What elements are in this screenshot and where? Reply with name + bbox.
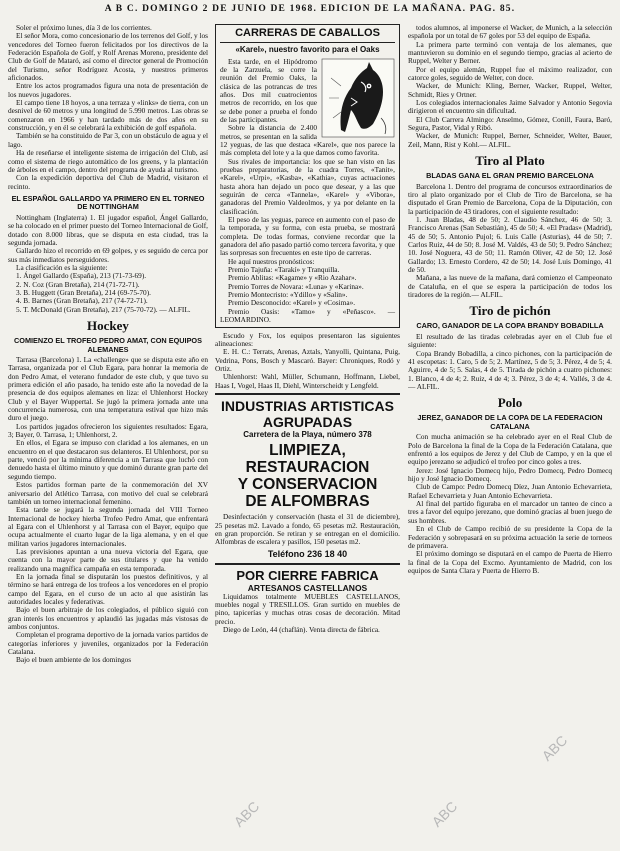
watermark: ABC [538,732,571,764]
paragraph: 1. Juan Bladas, 48 de 50; 2. Claudio Sánchez, 46 de 50; 3. Francisco Arenas (San Sebastián), 45 de 50; 4. «El Pradas» (Madrid), 45 de 50; 5. Antonio Pujol; 6. Luis Calle (Asturias), 44 de 50; 7. Carlos Ruiz, 44 de 50; 8. José M. Valdés, 43 de 50; 9. Pedro Sánchez; 10. José Noguera, 43 de 50; 11. Ramón Oliver, 42 de 50; 12. José Gallardo; 13. Ernesto Cordero, 42 de 50; 14. José Luis Domingo, 41 de 50. [408,215,612,275]
ad-body: Desinfectación y conservación (hasta el 31 de diciembre), 25 pesetas m2. Lavado a fondo, 65 pesetas m2. Restauración, en gran proporción. Se retiran y se entregan en el domicilio. Alfombras de escalera y pasillos, 150 pesetas m2. [215,512,400,547]
paragraph: Club de Campo: Pedro Domecq Díez, Juan Antonio Echevarrieta, Rafael Echevarrieta y Juan Antonio Echevarrieta. [408,482,612,500]
watermark: ABC [230,798,263,830]
paragraph: Bajo el buen arbitraje de los colegiados, el público siguió con gran interés los encuentros y aplaudió las jugadas más vistosas de ambos conjuntos. [8,605,208,631]
horse-head-illustration [321,58,395,138]
alineaciones-text [215,332,400,390]
page-header: A B C. DOMINGO 2 DE JUNIO DE 1968. EDICION DE LA MAÑANA. PAG. 85. [104,4,516,14]
paragraph: Ha de reseñarse el inteligente sistema de irrigación del Club, así como el sistema de riego automático de los greens, y la plantación de árboles en el campo, dentro del programa de ayuda al turismo. [8,148,208,174]
column-left [8,24,208,847]
section-tiro-pichon-title: Tiro de pichón [469,303,551,319]
paragraph: Los colegiados internacionales Jaime Salvador y Antonio Segovia dirigieron el encuentro sin dificultad. [408,98,612,116]
section-hockey-title: Hockey [87,318,129,333]
ad-subtitle: AGRUPADAS [262,413,353,430]
hockey-article [8,356,208,665]
paragraph: todos alumnos, al imponerse el Wacker, de Munich, a la selección española por un total de 67 goles por 53 del equipo de España. [408,24,612,41]
result-line: 3. B. Huggett (Gran Bretaña), 214 (69-75-70). [16,287,151,297]
ad-line-conservacion: Y CONSERVACION [237,476,378,494]
paragraph: El peso de las yeguas, parece en aumento con el paso de la temporada, y su forma, con esta prueba, se mostrará completa. De todas formas, conviene recordar que la ganadora del año pasado partió como tercera favorita, y que las sorpresas son frecuentes en este tipo de carreras. [220,215,395,258]
paragraph: Las previsiones apuntan a una nueva victoria del Egara, que cuenta con la mayor parte de sus titulares y que ha venido realizando una magnífica campaña en esta temporada. [8,546,208,573]
paragraph: Jerez: José Ignacio Domecq hijo, Pedro Domecq, Pedro Domecq hijo y José Ignacio Domecq. [408,465,612,484]
watermark: ABC [428,798,461,830]
paragraph: En la jornada final se disputarán los puestos definitivos, y al término se hará entrega de los trofeos a los vencedores en el propio campo del Egara, en el curso de un acto al que asistirán las autoridades locales y federativas. [8,571,208,606]
section-polo-title: Polo [497,395,523,411]
paragraph: Barcelona 1. Dentro del programa de concursos extraordinarios de tiro al plato organizado por el Club de Tiro de Barcelona, se ha disputado el Gran Premio de Barcelona, Copa de la Diputación, con la participación de 43 tiradores, con el siguiente resultado: [408,181,612,216]
column-middle [215,24,400,847]
paragraph: Completan el programa deportivo de la jornada varios partidos de categorías inferiores y juveniles, organizados por la Federación Catalana. [8,630,208,657]
prediction-line: Premio Torres de Novara: «Luna» y «Karina». [228,281,364,291]
carreras-title: CARRERAS DE CABALLOS [220,27,395,43]
tiro-pichon-article [408,333,612,391]
ad-cierre-fabrica [215,563,400,635]
prediction-line: Premio Oasis: «Tamo» y «Peñasco». — LEOMARDINO. [220,306,395,325]
headline-trofeo-pedro-amat: COMIENZO EL TROFEO PEDRO AMAT, CON EQUIPOS ALEMANES [14,336,202,354]
golf-results [8,272,208,314]
paragraph: Bajo el buen ambiente de los domingos [16,655,132,665]
espanol-article [8,214,208,272]
paragraph: El campo tiene 18 hoyos, a una terraza y «links» de tierra, con un desnivel de 60 metros y una longitud de 5.990 metros. Las obras se comenzaron en 1966 y han tardado más de dos años en su construcción, y en él se celebrará la exhibición de golf española. [8,98,208,133]
paragraph: Mañana, a las nueve de la mañana, dará comienzo el Campeonato de Cataluña, en el que se espera la participación de todos los tiradores de la región.— ALFIL. [408,273,612,300]
prediction-line: Premio Montecristo: «Ydillo» y «Salin». [228,290,348,300]
paragraph: El próximo domingo se disputará en el campo de Puerta de Hierro la final de la Copa del Excmo. Ayuntamiento de Madrid, con los equipos de Santa Clara y Puerta de Hierro B. [408,549,612,575]
result-line: 1. Ángel Gallardo (España), 213 (71-73-69). [16,271,147,281]
paragraph: La clasificación es la siguiente: [16,262,108,272]
paragraph: Tarrasa (Barcelona) 1. La «challenge» que se disputa este año en Tarrasa, organizada por el Club Egara, para honrar la memoria de don Pedro Amat, el veterano fundador de este club, y que tuvo su primera edición el año pasado, ha tenido este año la novedad de la presencia de dos equipos alemanes en liza: el Uhlenhorst Hockey Club y el Bayer Wuppertal. Se jugó la primera jornada ante una concurrencia numerosa, con una temperatura estival que hizo más duro el juego. [8,355,208,423]
golf-article [8,24,208,191]
headline-espanol-gallardo: EL ESPAÑOL GALLARDO YA PRIMERO EN EL TORNEO DE NOTTINGHAM [11,193,205,212]
ad2-title: POR CIERRE FABRICA [236,567,379,583]
ad-address: Carretera de la Playa, número 378 [243,429,372,439]
paragraph: Gallardo hizo el recorrido en 69 golpes, y es seguido de cerca por sus más inmediatos perseguidores. [8,246,208,264]
paragraph: El Club Carrera Almingo: Anselmo, Gómez, Conill, Faura, Baró, Segura, Pastor, Vidal y Ribó. [408,114,612,133]
paragraph: También se ha constituido de Par 3, con un obstáculo de agua y el lago. [8,131,208,149]
prediction-line: Premio Tajuña: «Tarakí» y Tranquilla. [228,265,340,275]
result-line: 5. T. McDonald (Gran Bretaña), 217 (75-70-72). — ALFIL. [16,304,191,314]
paragraph: E. H. C.: Terrats, Arenas, Aztals, Yanyolli, Quintana, Puig, Vedrina, Pons, Bosch y Mascaró. Bayer: Chroniques, Rodó y Ortiz. [215,347,400,373]
ad2-body: Liquidamos totalmente MUEBLES CASTELLANOS, muebles nogal y TRESILLOS. Gran surtido en muebles de pino, tapicerías y muchas otras cosas de decoración. Mitad precio. [215,591,400,626]
paragraph: Wacker, de Munich: Ruppel, Berner, Schneider, Welter, Bauer, Zeil, Mann, Rist y Kohl.— ALFIL. [408,131,612,149]
section-tiro-plato-title: Tiro al Plato [475,153,545,169]
polo-article [408,433,612,575]
column-right [408,24,612,847]
ad-line-limpieza: LIMPIEZA, RESTAURACION [245,442,370,477]
headline-caro: CARO, GANADOR DE LA COPA BRANDY BOBADILLA [416,321,604,331]
balonmano-article [408,24,612,149]
paragraph: Con mucha animación se ha celebrado ayer en el Real Club de Polo de Barcelona la final de la Copa de la Federación Catalana, que enfrentó a los equipos de Jerez y del Club de Campo, y en la que el equipo jerezano se adjudicó el trofeo por cinco goles a tres. [408,432,612,467]
ad-phone: Teléfono 236 18 40 [267,548,348,559]
paragraph: Esta tarde se jugará la segunda jornada del VIII Torneo Internacional de hockey hierba Trofeo Pedro Amat, que enfrentará al Egara con el Uhlenhorst y al Tarrasa con el Bayer, equipo que ocupa actualmente el cuarto lugar de la liga alemana, y en el que militan varios jugadores internacionales. [8,505,208,548]
paragraph: Wacker, de Munich: Kling, Berner, Wacker, Ruppel, Welter, Schmidt, Ries y Ortner. [408,81,612,99]
paragraph: Con la expedición deportiva del Club de Madrid, visitaron el recinto. [8,173,208,191]
paragraph: Esta tarde, en el Hipódromo de la Zarzuela, se corre la reunión del Premio Oaks, la clásica de las potrancas de tres años. Dos mil cuatrocientos metros de recorrido, en los que se debe poner a prueba el fondo de las participantes. [220,56,317,124]
ad2-subtitle: ARTESANOS CASTELLANOS [247,582,368,593]
carreras-box [215,24,400,328]
carreras-predictions [220,266,395,324]
paragraph: Copa Brandy Bobadilla, a cinco pichones, con la participación de 41 escopetas: 1. Caro, 5 de 5; 2. Martínez, 5 de 5; 3. Pérez, 4 de 5; 4. Aguirre, 4 de 5; 5. Salas, 4 de 5. Tirada de pichón a cuatro pichones: 1. Blanco, 4 de 4; 2. Ruiz, 4 de 4; 3. Pérez, 3 de 4; 4. Vallés, 3 de 4.— ALFIL. [408,348,612,392]
paragraph: En ellos, el Egara se impuso con claridad a los alemanes, en un encuentro en el que destacaron sus delanteros. El Uhlenhorst, por su parte, venció por la mínima diferencia a un Tarrasa que luchó con denuedo hasta el último minuto y que dominó durante gran parte del segundo tiempo. [8,438,208,481]
ad2-address: Diego de León, 44 (chaflán). Venta directa de fábrica. [223,625,380,635]
headline-jerez: JEREZ, GANADOR DE LA COPA DE LA FEDERACION CATALANA [417,413,603,431]
paragraph: Soler el próximo lunes, día 3 de los corrientes. [16,24,152,32]
prediction-line: Premio Ablitas: «Kagame» y «Rio Azahar». [228,273,357,283]
paragraph: Los partidos jugados ofrecieron los siguientes resultados: Egara, 3; Bayer, 0. Tarrasa, 1; Uhlenhorst, 2. [8,421,208,440]
paragraph: Entre los actos programados figura una nota de presentación de los nuevos jugadores. [8,81,208,99]
paragraph: Nottingham (Inglaterra) 1. El jugador español, Ángel Gallardo, se ha colocado en el primer puesto del Torneo Internacional de Golf, dotado con 8.000 libras, que se disputa en esta ciudad, tras la segunda jornada. [8,212,208,247]
paragraph: Sobre la distancia de 2.400 metros, se presentan en la salida 12 yeguas, de las que destaca «Karel», que nos parece la más completa del lote y a la que damos como favorita. [220,123,395,158]
paragraph: La primera parte terminó con ventaja de los alemanes, que mantuvieron su dominio en el segundo tiempo, gracias al acierto de Ruppel, Welter y Berner. [408,39,612,66]
paragraph: En el Club de Campo recibió de su presidente la Copa de la Federación y sobrepasará en su próxima actuación la serie de torneos de primavera. [408,524,612,550]
prediction-line: Premio Desconocido: «Karel» y «Cosima». [228,298,356,308]
headline-bladas: BLADAS GANA EL GRAN PREMIO BARCELONA [426,171,594,181]
paragraph: Sus rivales de importancia: los que se han visto en las pruebas preparatorias, de la cuadra Torres, «Tanit», «Karel», «Urpi», «Kasba», «Kathia», cuyas actuaciones hasta ahora han dejado un poco que desear, y a las que seguirán de cerca «Tannela», «Karel» y «Vibora», ganadoras del Premio Valdeolmos, y ya por delante en la clasificación. [220,156,395,216]
paragraph: Escudo y Fox, los equipos presentaron las siguientes alineaciones: [215,330,400,348]
paragraph: Uhlenhorst: Wahl, Müller, Schumann, Hoffmann, Liebel, Haas I, Vogel, Haas II, Diehl, Winterscheidt y Lengfeld. [215,372,400,390]
ad-line-alfombras: DE ALFOMBRAS [245,493,370,511]
karel-headline: «Karel», nuestro favorito para el Oaks [235,45,380,54]
tiro-plato-article [408,183,612,300]
ad-title: INDUSTRIAS ARTISTICAS [221,397,394,414]
paragraph: El resultado de las tiradas celebradas ayer en el Club fue el siguiente: [408,331,612,350]
result-line: 2. N. Coz (Gran Bretaña), 214 (71-72-71). [16,279,140,289]
result-line: 4. B. Barnes (Gran Bretaña), 217 (74-72-71). [16,296,148,306]
paragraph: El señor Mora, como concesionario de los terrenos del Golf, y los vencedores del Torneo fueron felicitados por los directivos de la Federación Española de Golf, y Rolf Arenas Moreno, presidente del Club de Golf de Mataró, así como el director general de Promoción del Turismo, señor Rodríguez Acosta, y nuestros primeros aficionados. [8,31,208,83]
paragraph: Por el equipo alemán, Ruppel fue el máximo realizador, con catorce goles, seguido de Welter, con doce. [408,64,612,83]
paragraph: Estos partidos forman parte de la conmemoración del XV aniversario del Atlético Tarrasa, con motivo del cual se celebrará también un torneo internacional femenino. [8,480,208,506]
paragraph: He aquí nuestros pronósticos: [228,256,315,266]
ad-industrias-artisticas [215,393,400,560]
paragraph: Al final del partido figuraba en el marcador un tanteo de cinco a tres a favor del equipo jerezano, que dominó gracias al buen juego de sus hombres. [408,499,612,525]
